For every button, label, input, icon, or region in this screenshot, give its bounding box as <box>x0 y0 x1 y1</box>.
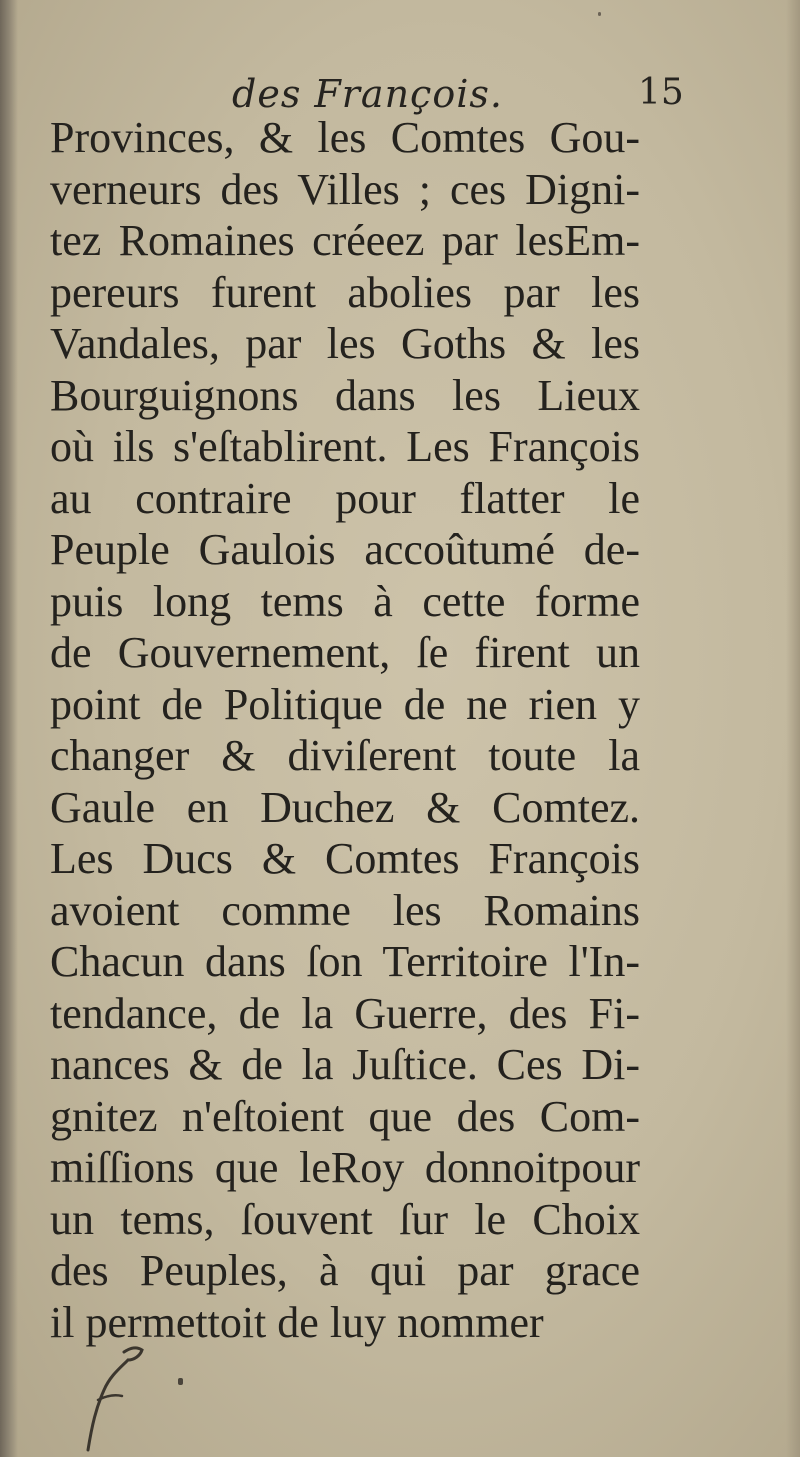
text-line: de Gouvernement, ſe firent un <box>50 628 640 677</box>
text-line: un tems, ſouvent ſur le Choix <box>50 1194 640 1244</box>
ink-speck <box>178 1378 183 1385</box>
text-line: Bourguignons dans les Lieux <box>50 370 640 420</box>
text-line: tendance, de la Guerre, des Fi- <box>50 988 640 1038</box>
text-line: pereurs furent abolies par les <box>50 267 640 317</box>
text-line: où ils s'eſtablirent. Les François <box>50 422 640 471</box>
text-line: nances & de la Juſtice. Ces Di- <box>50 1040 640 1089</box>
page-gutter-shadow <box>0 0 18 1457</box>
body-text <box>50 112 640 1348</box>
handwritten-mark-icon <box>70 1330 160 1457</box>
page-number: 15 <box>638 72 684 113</box>
text-line: puis long tems à cette forme <box>50 576 640 626</box>
page-edge <box>786 0 800 1457</box>
text-line: gnitez n'eſtoient que des Com- <box>50 1091 640 1141</box>
text-line: changer & diviſerent toute la <box>50 731 640 780</box>
text-line: des Peuples, à qui par grace <box>50 1246 640 1295</box>
text-line: Les Ducs & Comtes François <box>50 834 640 883</box>
text-line: avoient comme les Romains <box>50 885 640 935</box>
text-line: point de Politique de ne rien y <box>50 679 640 729</box>
text-line: Gaule en Duchez & Comtez. <box>50 782 640 832</box>
text-line: miſſions que leRoy donnoitpour <box>50 1143 640 1192</box>
ink-speck <box>598 12 601 16</box>
text-line: Vandales, par les Goths & les <box>50 319 640 368</box>
text-line: au contraire pour flatter le <box>50 473 640 523</box>
text-line: il permettoit de luy nommer <box>50 1297 544 1347</box>
text-line: Chacun dans ſon Territoire l'In- <box>50 937 640 986</box>
text-line: Provinces, & les Comtes Gou- <box>50 113 640 162</box>
running-title: des François. <box>232 72 503 116</box>
text-line: tez Romaines créeez par lesEm- <box>50 216 640 265</box>
text-line: Peuple Gaulois accoûtumé de- <box>50 525 640 574</box>
text-line: verneurs des Villes ; ces Digni- <box>50 164 640 214</box>
